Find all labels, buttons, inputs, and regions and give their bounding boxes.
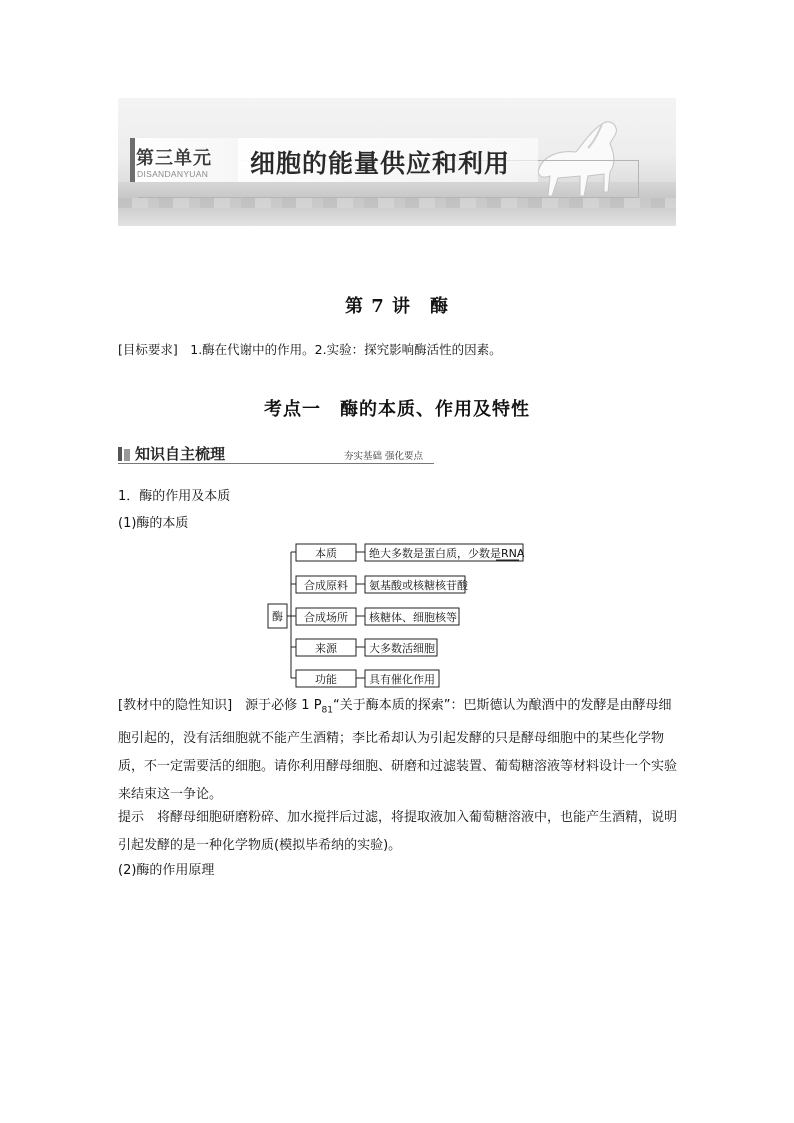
row-key: 合成场所 — [304, 611, 348, 624]
diagram-row — [291, 608, 459, 625]
section-subtitle: 夯实基础 强化要点 — [344, 451, 424, 462]
item-1-heading: 1．酶的作用及本质 — [118, 489, 231, 504]
row-value: 氨基酸或核糖核苷酸 — [369, 579, 468, 592]
goal-requirements: [目标要求] 1.酶在代谢中的作用。2.实验：探究影响酶活性的因素。 — [118, 342, 502, 357]
item-1-2-heading: (2)酶的作用原理 — [118, 863, 215, 878]
section-label: 知识自主梳理 — [135, 445, 226, 463]
row-key: 来源 — [315, 642, 337, 655]
unit-pinyin: DISANDANYUAN — [137, 169, 209, 179]
hint-text: 将酵母细胞研磨粉碎、加水搅拌后过滤，将提取液加入葡萄糖溶液中，也能产生酒精，说明引起发酵的是一种化学物质(模拟毕希纳的实验)。 — [118, 810, 678, 853]
unit-title: 细胞的能量供应和利用 — [250, 149, 511, 178]
row-value: 大多数活细胞 — [369, 642, 435, 655]
row-value: 核糖体、细胞核等 — [369, 611, 457, 624]
hidden-knowledge-label: [教材中的隐性知识] — [118, 698, 233, 713]
diagram-row — [291, 544, 525, 561]
diagram-row — [291, 670, 439, 687]
hint-paragraph — [118, 804, 678, 860]
row-key: 功能 — [315, 673, 337, 686]
item-1-1-heading: (1)酶的本质 — [118, 516, 189, 531]
hidden-knowledge-paragraph — [118, 692, 678, 809]
root-label: 酶 — [272, 610, 283, 623]
row-value: 具有催化作用 — [369, 673, 435, 686]
row-value: 绝大多数是蛋白质，少数是RNA — [369, 547, 525, 560]
unit-label: 第三单元 — [136, 148, 212, 169]
diagram-row — [291, 639, 437, 656]
kaodian-title: 考点一 酶的本质、作用及特性 — [264, 399, 530, 420]
lecture-title: 第 7 讲 酶 — [344, 296, 450, 317]
hidden-knowledge-text: “关于酶本质的探索”：巴斯德认为酿酒中的发酵是由酵母细胞引起的，没有活细胞就不能产生酒精；李比希却认为引起发酵的只是酵母细胞中的某些化学物质，不一定需要活的细胞。请你利用酵母细胞、研磨和过滤装置、葡萄糖溶液等材料设计一个实验来结束这一争论。 — [118, 698, 678, 802]
page-subscript: 81 — [321, 705, 333, 716]
row-key: 合成原料 — [304, 579, 348, 592]
diagram-row — [291, 576, 469, 593]
hint-label: 提示 — [118, 810, 145, 825]
row-key: 本质 — [315, 547, 337, 560]
hidden-knowledge-source: 源于必修 1 P — [232, 698, 322, 713]
